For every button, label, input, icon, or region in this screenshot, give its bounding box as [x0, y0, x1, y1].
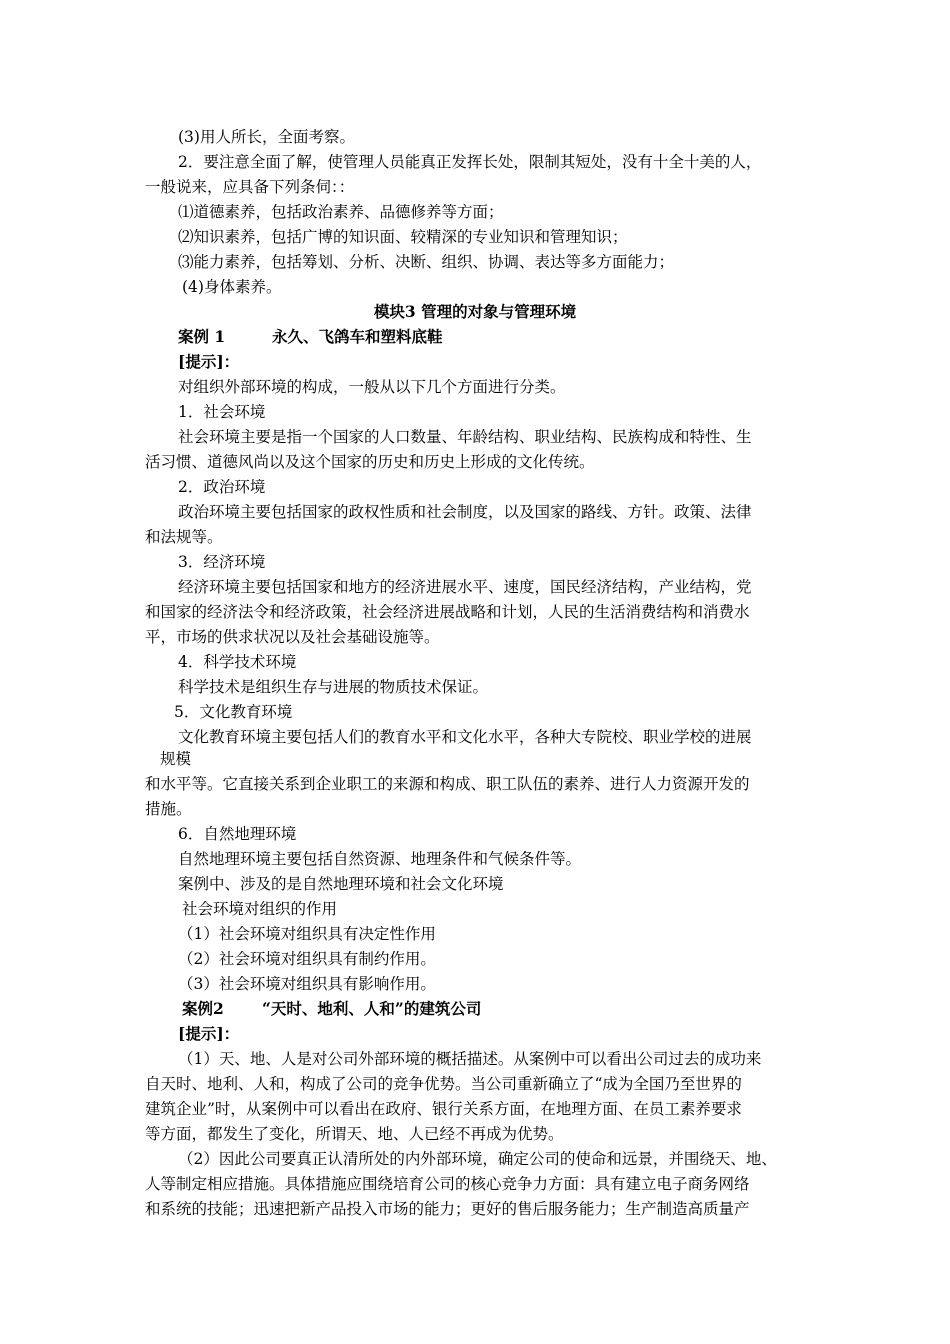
list-item: （3）社会环境对组织具有影响作用。 [178, 975, 436, 993]
list-item: （2）社会环境对组织具有制约作用。 [178, 950, 436, 968]
hint-label: [提示]： [178, 352, 240, 371]
paragraph-line: （1）天、地、人是对公司外部环境的概括描述。从案例中可以看出公司过去的成功来 [178, 1050, 762, 1068]
paragraph-line: 规模 [160, 750, 192, 768]
paragraph-line: 和法规等。 [145, 528, 223, 546]
module-heading: 模块3 管理的对象与管理环境 [373, 302, 577, 321]
list-item: ⑵知识素养，包括广博的知识面、较精深的专业知识和管理知识； [178, 228, 628, 246]
paragraph-line: 2．要注意全面了解，使管理人员能真正发挥长处，限制其短处，没有十全十美的人， [178, 153, 762, 171]
paragraph-line: 案例中、涉及的是自然地理环境和社会文化环境 [178, 875, 504, 893]
case2-label: 案例2 [182, 999, 224, 1018]
paragraph-line: 对组织外部环境的构成，一般从以下几个方面进行分类。 [178, 378, 566, 396]
paragraph-line: (3)用人所长，全面考察。 [178, 128, 355, 146]
paragraph-line: 和水平等。它直接关系到企业职工的来源和构成、职工队伍的素养、进行人力资源开发的 [145, 775, 750, 793]
paragraph-line: 自天时、地利、人和，构成了公司的竞争优势。当公司重新确立了“成为全国乃至世界的 [145, 1075, 742, 1093]
paragraph-line: 自然地理环境主要包括自然资源、地理条件和气候条件等。 [178, 850, 582, 868]
list-item: ⑴道德素养，包括政治素养、品德修养等方面； [178, 203, 504, 221]
list-item: (4)身体素养。 [182, 278, 282, 296]
subheading: 6．自然地理环境 [178, 825, 297, 843]
paragraph-line: 和系统的技能；迅速把新产品投入市场的能力；更好的售后服务能力；生产制造高质量产 [145, 1200, 750, 1218]
paragraph-line: 一般说来，应具备下列条伺：： [145, 178, 355, 196]
case2-title: “天时、地利、人和”的建筑公司 [262, 999, 482, 1018]
subheading: 1．社会环境 [178, 403, 266, 421]
paragraph-line: 政治环境主要包括国家的政权性质和社会制度，以及国家的路线、方针。政策、法律 [178, 503, 752, 521]
paragraph-line: 活习惯、道德风尚以及这个国家的历史和历史上形成的文化传统。 [145, 453, 595, 471]
subheading: 5．文化教育环境 [174, 703, 293, 721]
paragraph-line: 社会环境对组织的作用 [182, 900, 338, 918]
paragraph-line: 社会环境主要是指一个国家的人口数量、年龄结构、职业结构、民族构成和特性、生 [178, 428, 752, 446]
paragraph-line: 平，市场的供求状况以及社会基础设施等。 [145, 628, 440, 646]
list-item: ⑶能力素养，包括筹划、分析、决断、组织、协调、表达等多方面能力； [178, 253, 675, 271]
list-item: （1）社会环境对组织具有决定性作用 [178, 925, 436, 943]
paragraph-line: 经济环境主要包括国家和地方的经济进展水平、速度，国民经济结构，产业结构，党 [178, 578, 752, 596]
paragraph-line: 措施。 [145, 800, 192, 818]
paragraph-line: 建筑企业”时，从案例中可以看出在政府、银行关系方面，在地理方面、在员工素养要求 [145, 1100, 742, 1118]
paragraph-line: 等方面，都发生了变化，所谓天、地、人已经不再成为优势。 [145, 1125, 564, 1143]
paragraph-line: （2）因此公司要真正认清所处的内外部环境，确定公司的使命和远景，并围绕天、地、 [178, 1150, 777, 1168]
case1-label: 案例 1 [178, 327, 226, 346]
subheading: 3．经济环境 [178, 553, 266, 571]
paragraph-line: 和国家的经济法令和经济政策，社会经济进展战略和计划，人民的生活消费结构和消费水 [145, 603, 750, 621]
paragraph-line: 文化教育环境主要包括人们的教育水平和文化水平，各种大专院校、职业学校的进展 [178, 728, 752, 746]
paragraph-line: 人等制定相应措施。具体措施应围绕培育公司的核心竞争力方面：具有建立电子商务网络 [145, 1175, 750, 1193]
case1-title: 永久、飞鸽车和塑料底鞋 [272, 327, 443, 346]
subheading: 2．政治环境 [178, 478, 266, 496]
paragraph-line: 科学技术是组织生存与进展的物质技术保证。 [178, 678, 489, 696]
subheading: 4．科学技术环境 [178, 653, 297, 671]
hint-label: [提示]： [178, 1024, 240, 1043]
